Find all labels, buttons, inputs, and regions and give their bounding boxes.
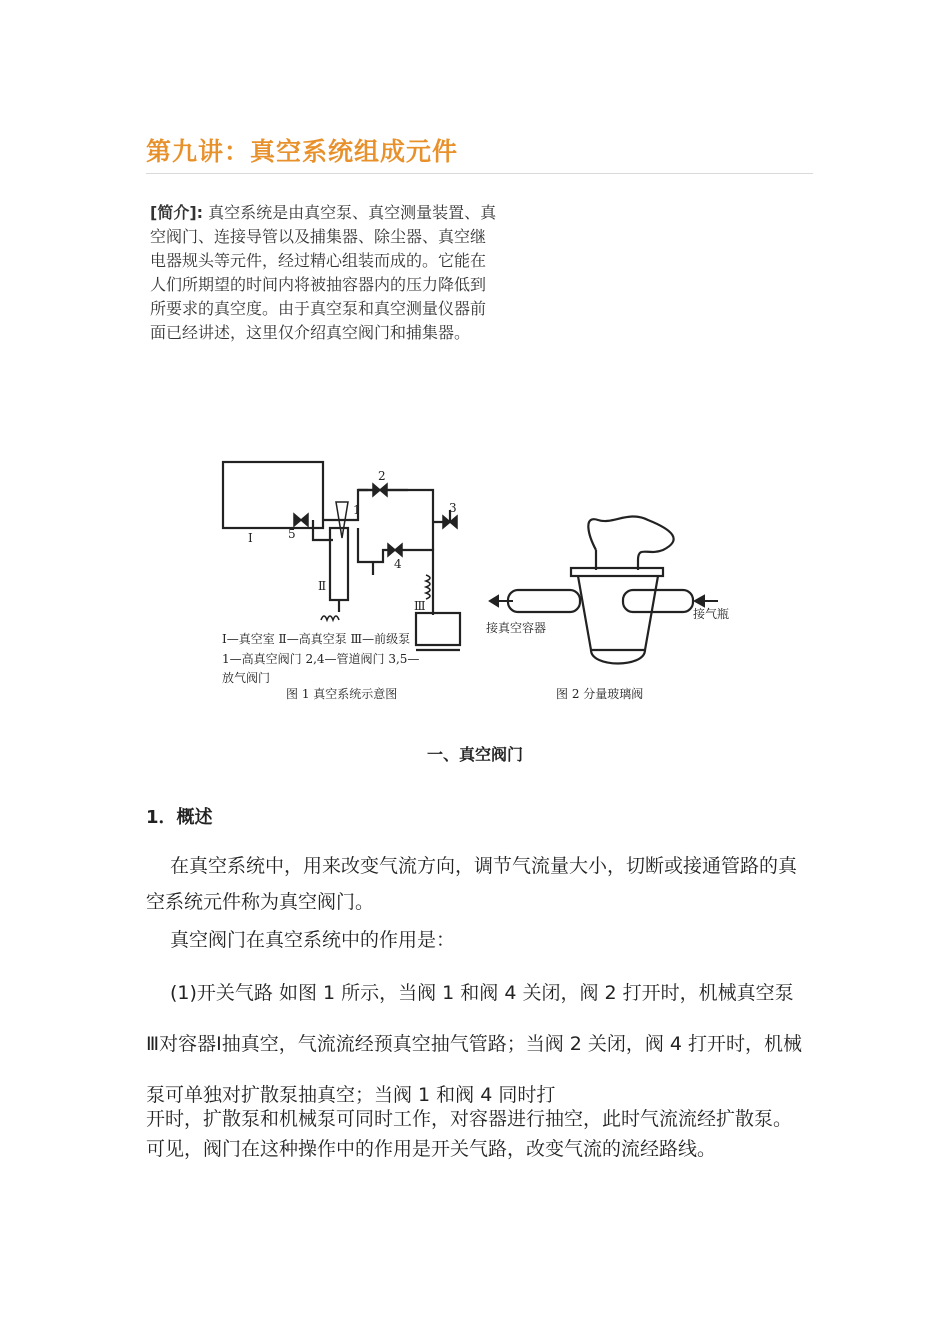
fig2-right-label: 接气瓶	[693, 607, 730, 621]
fig1-legend-line-1: Ⅰ—真空室 Ⅱ—高真空泵 Ⅲ—前级泵	[222, 632, 411, 646]
label-valve-3: 3	[449, 501, 457, 515]
valve-4	[388, 544, 402, 556]
paragraph-1: 在真空系统中，用来改变气流方向，调节气流量大小，切断或接通管路的真空系统元件称为真空阀门。	[146, 855, 798, 913]
paragraph-2: 真空阀门在真空系统中的作用是：	[170, 929, 456, 951]
fig2-glass-valve	[508, 516, 693, 663]
right-arrow-icon	[695, 596, 704, 606]
diffusion-pump	[330, 528, 348, 600]
subsection-heading: 1．概述	[146, 807, 213, 828]
valve-2	[373, 484, 387, 496]
label-valve-5: 5	[288, 527, 296, 541]
valve-flange	[571, 568, 663, 576]
intro-block	[150, 201, 500, 345]
left-pipe	[508, 590, 580, 612]
intro-lead: [简介]:	[150, 203, 204, 222]
fig1-schematic	[223, 462, 460, 650]
left-arrow-icon	[490, 596, 498, 606]
label-valve-1: 1	[353, 503, 361, 517]
heater-coils	[321, 575, 430, 620]
fig2-caption: 图 2 分量玻璃阀	[556, 687, 644, 701]
label-pump-3: Ⅲ	[414, 599, 426, 613]
mechanical-pump	[416, 613, 460, 645]
fig1-caption: 图 1 真空系统示意图	[286, 687, 398, 701]
intro-text: 真空系统是由真空泵、真空测量装置、真空阀门、连接导管以及捕集器、除尘器、真空继电器规头等元件，经过精心组装而成的。它能在人们所期望的时间内将被抽容器内的压力降低到所要求的真空度。由于真空泵和真空测量仪器前面已经讲述，这里仅介绍真空阀门和捕集器。	[150, 203, 497, 342]
paragraph-3: (1)开关气路 如图 1 所示，当阀 1 和阀 4 关闭，阀 2 打开时，机械真空泵Ⅲ对容器Ⅰ抽真空，气流流经预真空抽气管路；当阀 2 关闭，阀 4 打开时，机械泵可单独对扩散泵抽真空；当阀 1 和阀 4 同时打	[146, 982, 803, 1106]
section-heading: 一、真空阀门	[426, 745, 523, 764]
label-chamber: Ⅰ	[248, 531, 253, 545]
paragraph-4: 开时，扩散泵和机械泵可同时工作，对容器进行抽空，此时气流流经扩散泵。可见，阀门在这种操作中的作用是开关气路，改变气流的流经路线。	[146, 1108, 793, 1160]
label-valve-2: 2	[378, 469, 386, 483]
valve-stopper-top	[588, 516, 673, 570]
label-pump-2: Ⅱ	[318, 579, 327, 593]
right-pipe	[623, 590, 693, 612]
fig1-legend-line-2: 1—高真空阀门 2,4—管道阀门 3,5—	[222, 652, 420, 666]
fig2-left-label: 接真空容器	[486, 621, 547, 635]
title-divider	[146, 173, 813, 174]
figure-diagrams	[218, 450, 730, 710]
valve-5	[294, 514, 308, 526]
label-valve-4: 4	[394, 557, 402, 571]
page-title: 第九讲：真空系统组成元件	[146, 137, 459, 166]
fig1-legend-line-3: 放气阀门	[222, 671, 271, 685]
fig2-arrows	[490, 596, 718, 606]
